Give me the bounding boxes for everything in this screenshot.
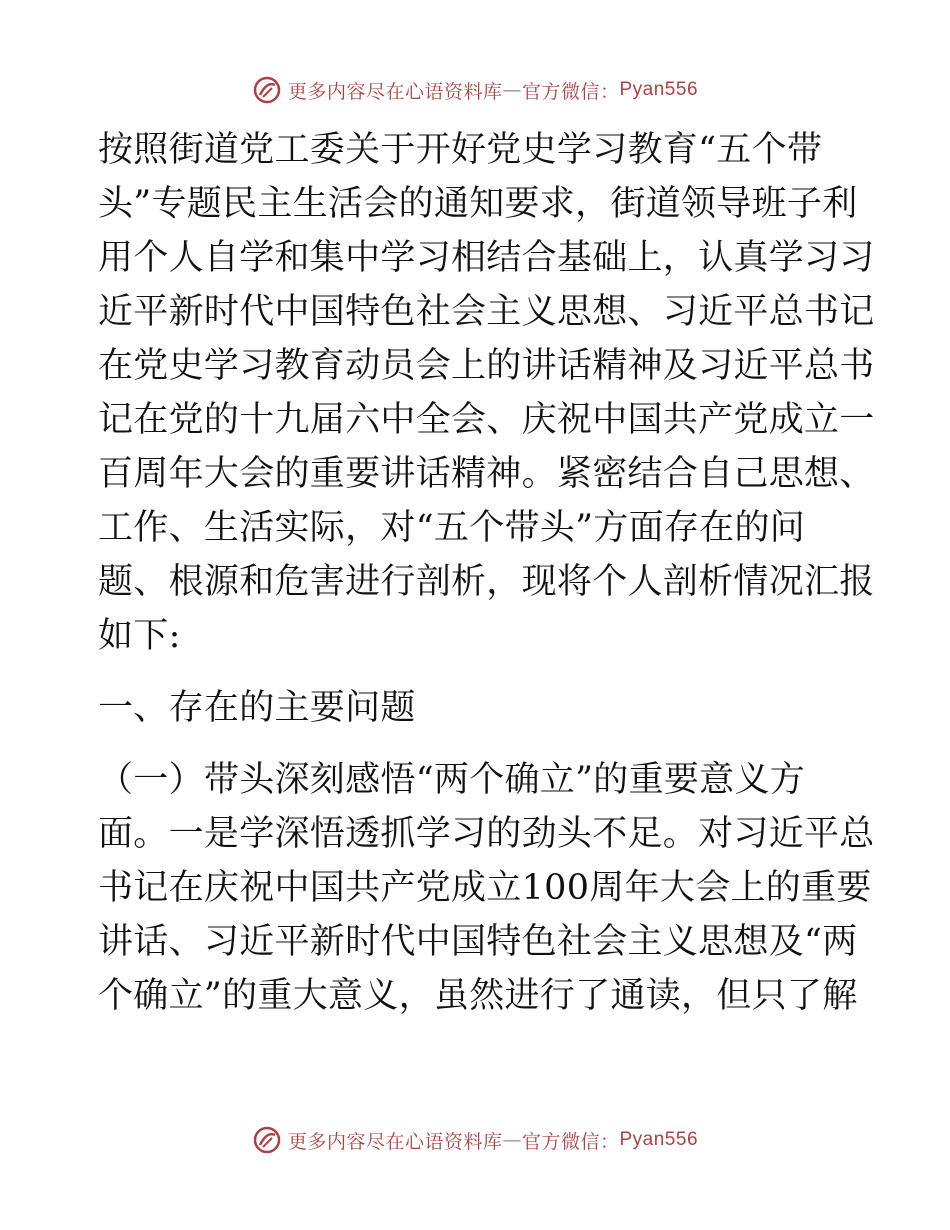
paragraph-line: 书记在庆祝中国共产党成立100周年大会上的重要: [98, 868, 872, 908]
paragraph-line: 百周年大会的重要讲话精神。紧密结合自己思想、: [98, 454, 875, 494]
paragraph-line: 题、根源和危害进行剖析，现将个人剖析情况汇报: [98, 562, 875, 602]
watermark-handle: Pyan556: [619, 1129, 699, 1150]
intro-paragraph: [98, 123, 875, 663]
paragraph-line: 近平新时代中国特色社会主义思想、习近平总书记: [98, 292, 875, 332]
brand-logo-icon: [252, 75, 282, 105]
paragraph-line: 头”专题民主生活会的通知要求，街道领导班子利: [98, 184, 858, 224]
footer-watermark: [0, 1120, 950, 1160]
watermark-text: 更多内容尽在心语资料库: [287, 1130, 503, 1153]
header-watermark: [0, 70, 950, 110]
paragraph-line: 记在党的十九届六中全会、庆祝中国共产党成立一: [98, 400, 875, 440]
paragraph-line: 工作、生活实际，对“五个带头”方面存在的问: [98, 508, 806, 548]
paragraph-line: 按照街道党工委关于开好党史学习教育“五个带: [98, 130, 823, 170]
paragraph-line: 用个人自学和集中学习相结合基础上，认真学习习: [98, 238, 875, 278]
paragraph-line: （一）带头深刻感悟“两个确立”的重要意义方: [98, 760, 806, 800]
paragraph-line: 如下:: [98, 616, 181, 656]
section-paragraph: [98, 753, 875, 1023]
watermark-separator: —: [502, 79, 522, 101]
watermark-label: 官方微信：: [521, 1130, 620, 1153]
watermark-text: 更多内容尽在心语资料库: [287, 80, 503, 103]
paragraph-line: 个确立”的重大意义，虽然进行了通读，但只了解: [98, 976, 858, 1016]
paragraph-line: 在党史学习教育动员会上的讲话精神及习近平总书: [98, 346, 875, 386]
watermark-separator: —: [502, 1129, 522, 1151]
paragraph-line: 面。一是学深悟透抓学习的劲头不足。对习近平总: [98, 814, 875, 854]
section-heading: 一、存在的主要问题: [98, 688, 416, 728]
brand-logo-icon: [252, 1125, 282, 1155]
document-body: [98, 123, 875, 1023]
watermark-handle: Pyan556: [619, 79, 699, 100]
paragraph-line: 讲话、习近平新时代中国特色社会主义思想及“两: [98, 922, 858, 962]
watermark-label: 官方微信：: [521, 80, 620, 103]
